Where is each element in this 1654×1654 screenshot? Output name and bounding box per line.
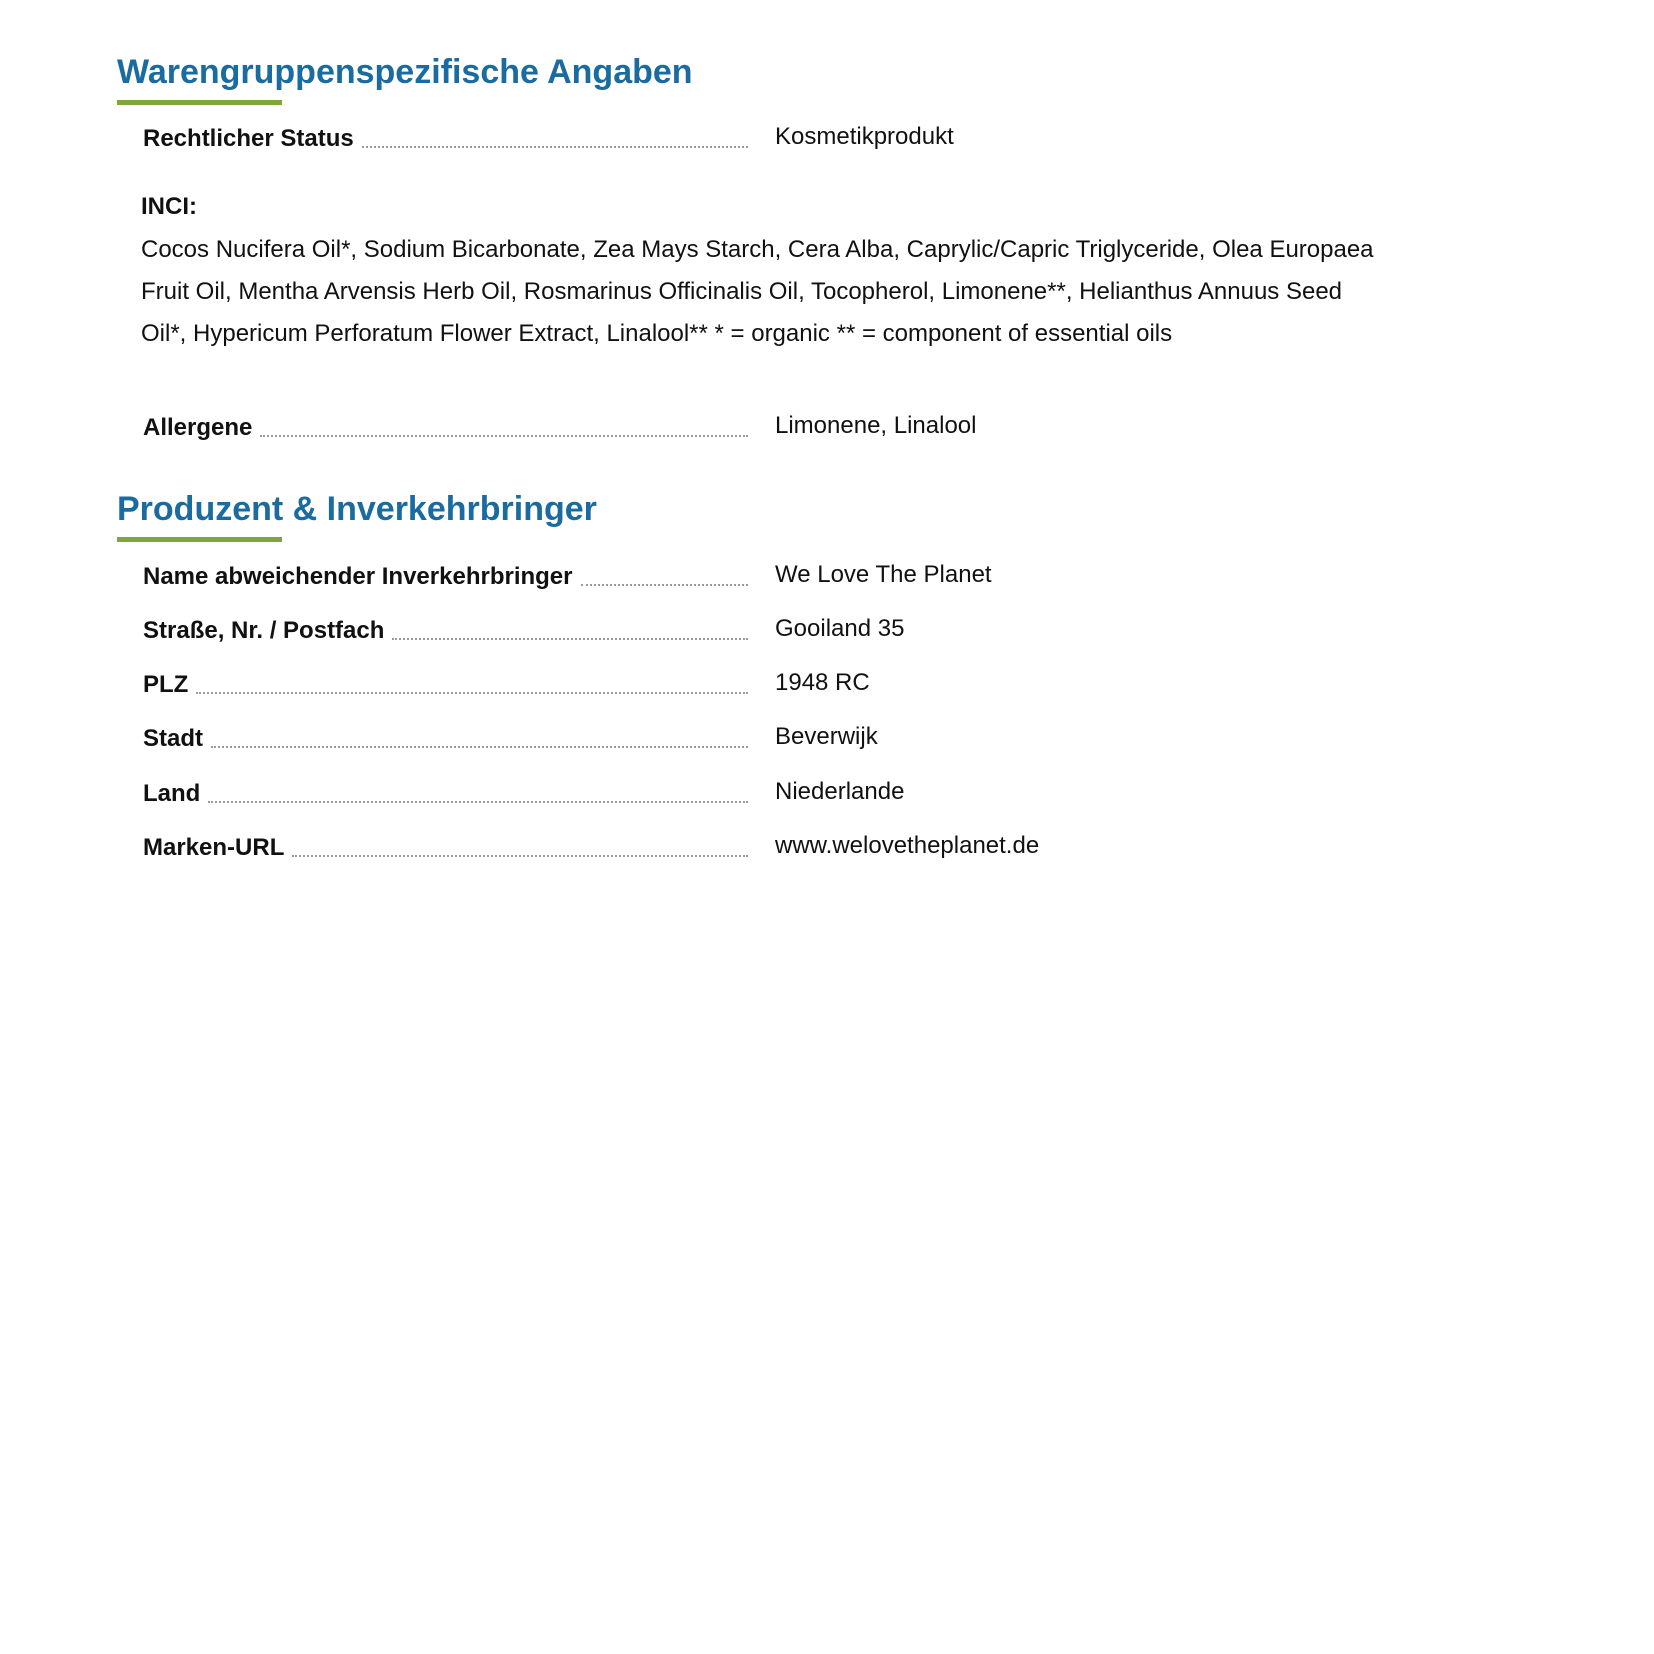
- field-row-plz: [143, 664, 1443, 700]
- inci-text: Cocos Nucifera Oil*, Sodium Bicarbonate, Zea Mays Starch, Cera Alba, Caprylic/Capric Triglyceride, Olea Europaea Fruit Oil, Mentha Arvensis Herb Oil, Rosmarinus Officinalis Oil, Tocopherol, Limonene**, Helianthus Annuus Seed Oil*, Hypericum Perforatum Flower Extract, Linalool** * = organic ** = component of essential oils: [141, 236, 1374, 347]
- dotted-leader: [208, 801, 748, 803]
- inci-label: INCI:: [141, 193, 197, 220]
- field-label-plz: PLZ: [143, 671, 189, 698]
- field-row-land: [143, 773, 1443, 809]
- field-label-inverkehrbringer: Name abweichender Inverkehrbringer: [143, 563, 573, 590]
- field-label-wrap: [143, 407, 748, 443]
- field-label-strasse: Straße, Nr. / Postfach: [143, 617, 385, 644]
- dotted-leader: [260, 435, 748, 437]
- field-row-stadt: [143, 718, 1443, 754]
- field-value-land: Niederlande: [775, 778, 905, 805]
- field-label-marken-url: Marken-URL: [143, 834, 285, 861]
- field-row-strasse: [143, 610, 1443, 646]
- field-label-wrap: [143, 118, 748, 154]
- section-title-underline: [117, 100, 282, 105]
- field-label-wrap: [143, 556, 748, 592]
- dotted-leader: [362, 146, 748, 148]
- field-label-wrap: [143, 610, 748, 646]
- field-label-wrap: [143, 718, 748, 754]
- field-value-stadt: Beverwijk: [775, 723, 878, 750]
- dotted-leader: [292, 855, 748, 857]
- field-row-rechtlicher-status: [143, 118, 1443, 154]
- field-value-allergene: Limonene, Linalool: [775, 412, 977, 439]
- field-label-rechtlicher-status: Rechtlicher Status: [143, 125, 354, 152]
- field-label-wrap: [143, 664, 748, 700]
- section-title-warengruppe: Warengruppenspezifische Angaben: [117, 53, 693, 91]
- field-label-wrap: [143, 773, 748, 809]
- field-row-allergene: [143, 407, 1443, 443]
- field-value-rechtlicher-status: Kosmetikprodukt: [775, 123, 954, 150]
- field-value-inverkehrbringer: We Love The Planet: [775, 561, 992, 588]
- dotted-leader: [581, 584, 749, 586]
- field-label-wrap: [143, 827, 748, 863]
- dotted-leader: [392, 638, 748, 640]
- field-value-plz: 1948 RC: [775, 669, 870, 696]
- dotted-leader: [211, 746, 748, 748]
- field-row-inverkehrbringer: [143, 556, 1443, 592]
- field-value-marken-url: www.welovetheplanet.de: [775, 832, 1040, 859]
- section-title-underline: [117, 537, 282, 542]
- field-label-allergene: Allergene: [143, 414, 253, 441]
- section-title-produzent: Produzent & Inverkehrbringer: [117, 490, 597, 528]
- field-value-strasse: Gooiland 35: [775, 615, 905, 642]
- field-label-land: Land: [143, 780, 201, 807]
- field-row-marken-url: [143, 827, 1443, 863]
- field-label-stadt: Stadt: [143, 725, 203, 752]
- dotted-leader: [196, 692, 748, 694]
